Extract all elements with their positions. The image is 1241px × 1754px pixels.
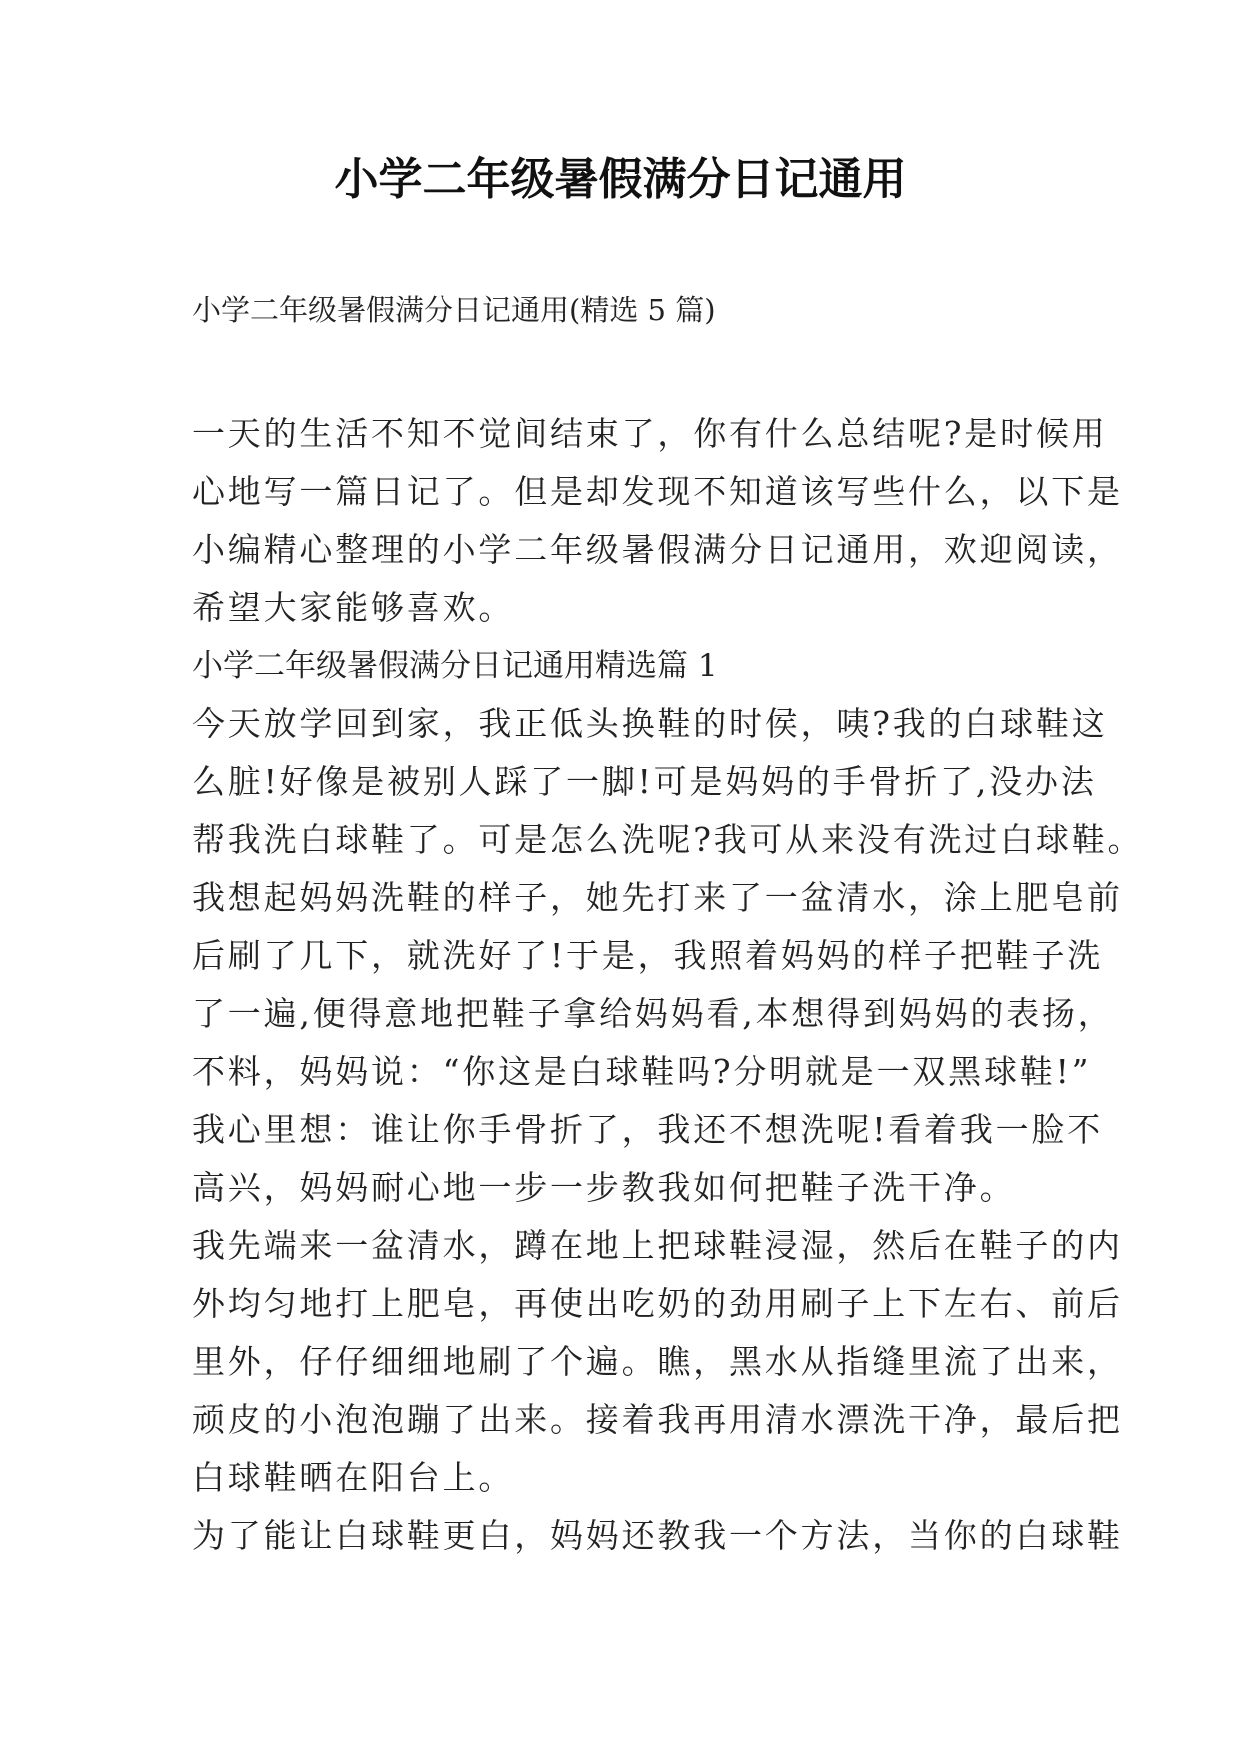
diary-paragraph-2: [192, 1217, 1123, 1507]
text-line: 为了能让白球鞋更白，妈妈还教我一个方法，当你的白球鞋: [192, 1516, 1123, 1555]
text-line: 外均匀地打上肥皂，再使出吃奶的劲用刷子上下左右、前后: [192, 1284, 1123, 1323]
text-line: 顽皮的小泡泡蹦了出来。接着我再用清水漂洗干净，最后把: [192, 1400, 1123, 1439]
text-line: 高兴，妈妈耐心地一步一步教我如何把鞋子洗干净。: [192, 1168, 1016, 1207]
text-line: 一天的生活不知不觉间结束了，你有什么总结呢?是时候用: [192, 414, 1108, 453]
intro-paragraph: [192, 405, 1123, 637]
text-line: 我想起妈妈洗鞋的样子，她先打来了一盆清水，涂上肥皂前: [192, 878, 1123, 917]
text-line: 不料，妈妈说：“你这是白球鞋吗?分明就是一双黑球鞋!”: [192, 1052, 1092, 1091]
section-heading: 小学二年级暑假满分日记通用精选篇 1: [192, 648, 718, 684]
text-line: 希望大家能够喜欢。: [192, 588, 515, 627]
text-line: 我心里想：谁让你手骨折了，我还不想洗呢!看着我一脸不: [192, 1110, 1104, 1149]
document-title: 小学二年级暑假满分日记通用: [334, 154, 907, 205]
text-line: 今天放学回到家，我正低头换鞋的时侯，咦?我的白球鞋这: [192, 704, 1108, 743]
text-line: 心地写一篇日记了。但是却发现不知道该写些什么，以下是: [192, 472, 1123, 511]
diary-paragraph-3: [192, 1507, 1123, 1565]
text-line: 后刷了几下，就洗好了!于是，我照着妈妈的样子把鞋子洗: [192, 936, 1104, 975]
text-line: 白球鞋晒在阳台上。: [192, 1458, 515, 1497]
document-body: [192, 405, 1144, 1565]
text-line: 了一遍,便得意地把鞋子拿给妈妈看,本想得到妈妈的表扬，: [192, 994, 1114, 1033]
text-line: 么脏!好像是被别人踩了一脚!可是妈妈的手骨折了,没办法: [192, 762, 1097, 801]
text-line: 里外，仔仔细细地刷了个遍。瞧，黑水从指缝里流了出来，: [192, 1342, 1123, 1381]
diary-paragraph-1: [192, 695, 1144, 1217]
text-line: 我先端来一盆清水，蹲在地上把球鞋浸湿，然后在鞋子的内: [192, 1226, 1123, 1265]
text-line: 小编精心整理的小学二年级暑假满分日记通用，欢迎阅读，: [192, 530, 1123, 569]
document-subtitle: 小学二年级暑假满分日记通用(精选 5 篇): [192, 293, 716, 327]
text-line: 帮我洗白球鞋了。可是怎么洗呢?我可从来没有洗过白球鞋。: [192, 820, 1144, 859]
